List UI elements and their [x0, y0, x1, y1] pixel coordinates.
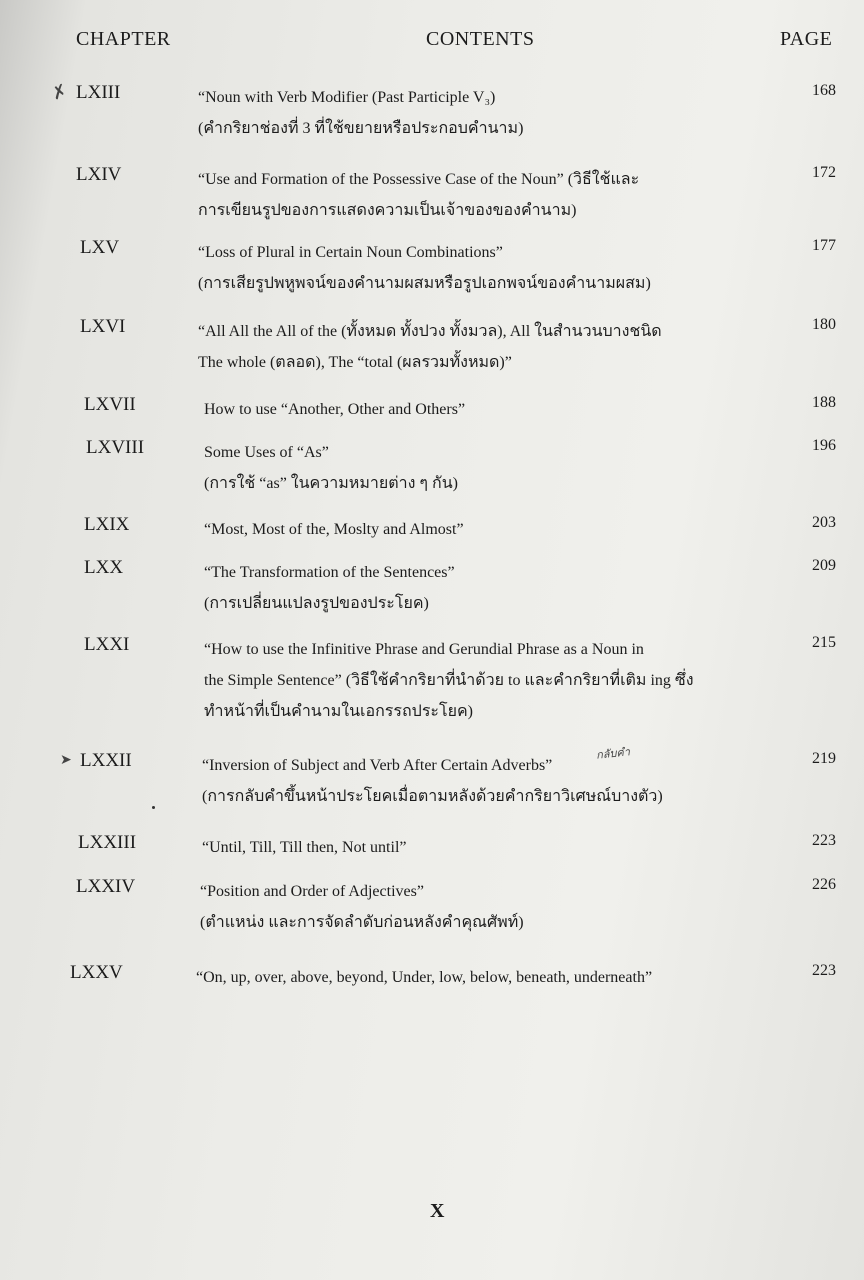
title-line: How to use “Another, Other and Others” — [204, 401, 466, 418]
handwritten-note: กลับคำ — [595, 746, 631, 762]
chapter-title — [198, 82, 786, 144]
chapter-title — [198, 237, 786, 299]
chapter-number: LXIX — [84, 514, 130, 535]
page-number: 223 — [812, 962, 836, 979]
title-line: “Most, Most of the, Moslty and Almost” — [204, 521, 464, 538]
chapter-title — [204, 557, 792, 619]
title-line: “All All the All of the (ทั้งหมด ทั้งปวง ทั้งมวล), All ในสำนวนบางชนิด — [198, 323, 662, 340]
title-line: “The Transformation of the Sentences” — [204, 564, 455, 581]
title-line: ทำหน้าที่เป็นคำนามในเอกรรถประโยค) — [204, 703, 473, 720]
title-line: “Until, Till, Till then, Not until” — [202, 839, 407, 856]
page-number: 168 — [812, 82, 836, 99]
chapter-number: LXXIV — [76, 876, 136, 897]
chapter-title — [204, 634, 792, 727]
chapter-column-header: CHAPTER — [76, 28, 171, 50]
chapter-title — [200, 876, 788, 938]
chapter-number: LXXIII — [78, 832, 137, 853]
title-line: The whole (ตลอด), The “total (ผลรวมทั้งหมด)” — [198, 354, 512, 371]
chapter-number: LXV — [80, 237, 120, 258]
title-line: (คำกริยาช่องที่ 3 ที่ใช้ขยายหรือประกอบคำนาม) — [198, 120, 524, 137]
chapter-title — [198, 164, 786, 226]
title-line: Some Uses of “As” — [204, 444, 329, 461]
chapter-number: LXXI — [84, 634, 130, 655]
chapter-title — [204, 394, 792, 425]
chapter-number: LXIV — [76, 164, 122, 185]
page-number: 226 — [812, 876, 836, 893]
title-line: “Noun with Verb Modifier (Past Participle V₃) — [198, 89, 496, 106]
title-line: “Inversion of Subject and Verb After Certain Adverbs” — [202, 757, 553, 774]
page-number: 177 — [812, 237, 836, 254]
chapter-title — [204, 514, 792, 545]
footer-page-number: X — [430, 1200, 445, 1222]
page-number: 188 — [812, 394, 836, 411]
chapter-number: LXXII — [80, 750, 132, 771]
chapter-title — [198, 316, 786, 378]
chapter-title — [196, 962, 784, 993]
title-line: “How to use the Infinitive Phrase and Gerundial Phrase as a Noun in — [204, 641, 644, 658]
page-number: 209 — [812, 557, 836, 574]
contents-title: CONTENTS — [426, 28, 535, 50]
chapter-title — [204, 437, 792, 499]
page-number: 172 — [812, 164, 836, 181]
page-number: 215 — [812, 634, 836, 651]
title-line: (การเสียรูปพหูพจน์ของคำนามผสมหรือรูปเอกพจน์ของคำนามผสม) — [198, 275, 651, 292]
pen-arrow-mark: ➤ — [60, 753, 72, 768]
chapter-number: LXVII — [84, 394, 136, 415]
page-number: 219 — [812, 750, 836, 767]
chapter-number: LXX — [84, 557, 124, 578]
chapter-title — [202, 750, 790, 812]
title-line: the Simple Sentence” (วิธีใช้คำกริยาที่นำด้วย to และคำกริยาที่เติม ing ซึ่ง — [204, 672, 694, 689]
page-number: 196 — [812, 437, 836, 454]
title-line: (ตำแหน่ง และการจัดลำดับก่อนหลังคำคุณศัพท์) — [200, 914, 524, 931]
pen-checkmark: ✗ — [48, 80, 70, 105]
page-column-header: PAGE — [780, 28, 833, 50]
chapter-number: LXIII — [76, 82, 121, 103]
chapter-title — [202, 832, 790, 863]
chapter-number: LXVIII — [86, 437, 145, 458]
title-line: “On, up, over, above, beyond, Under, low, below, beneath, underneath” — [196, 969, 653, 986]
ink-dot — [152, 806, 155, 809]
page-number: 180 — [812, 316, 836, 333]
title-line: (การกลับคำขึ้นหน้าประโยคเมื่อตามหลังด้วยคำกริยาวิเศษณ์บางตัว) — [202, 788, 663, 805]
title-line: (การเปลี่ยนแปลงรูปของประโยค) — [204, 595, 429, 612]
title-line: “Loss of Plural in Certain Noun Combinations” — [198, 244, 503, 261]
chapter-number: LXVI — [80, 316, 126, 337]
page-number: 223 — [812, 832, 836, 849]
title-line: (การใช้ “as” ในความหมายต่าง ๆ กัน) — [204, 475, 458, 492]
title-line: “Use and Formation of the Possessive Case of the Noun” (วิธีใช้และ — [198, 171, 640, 188]
title-line: “Position and Order of Adjectives” — [200, 883, 424, 900]
chapter-number: LXXV — [70, 962, 123, 983]
page-number: 203 — [812, 514, 836, 531]
title-line: การเขียนรูปของการแสดงความเป็นเจ้าของของคำนาม) — [198, 202, 577, 219]
